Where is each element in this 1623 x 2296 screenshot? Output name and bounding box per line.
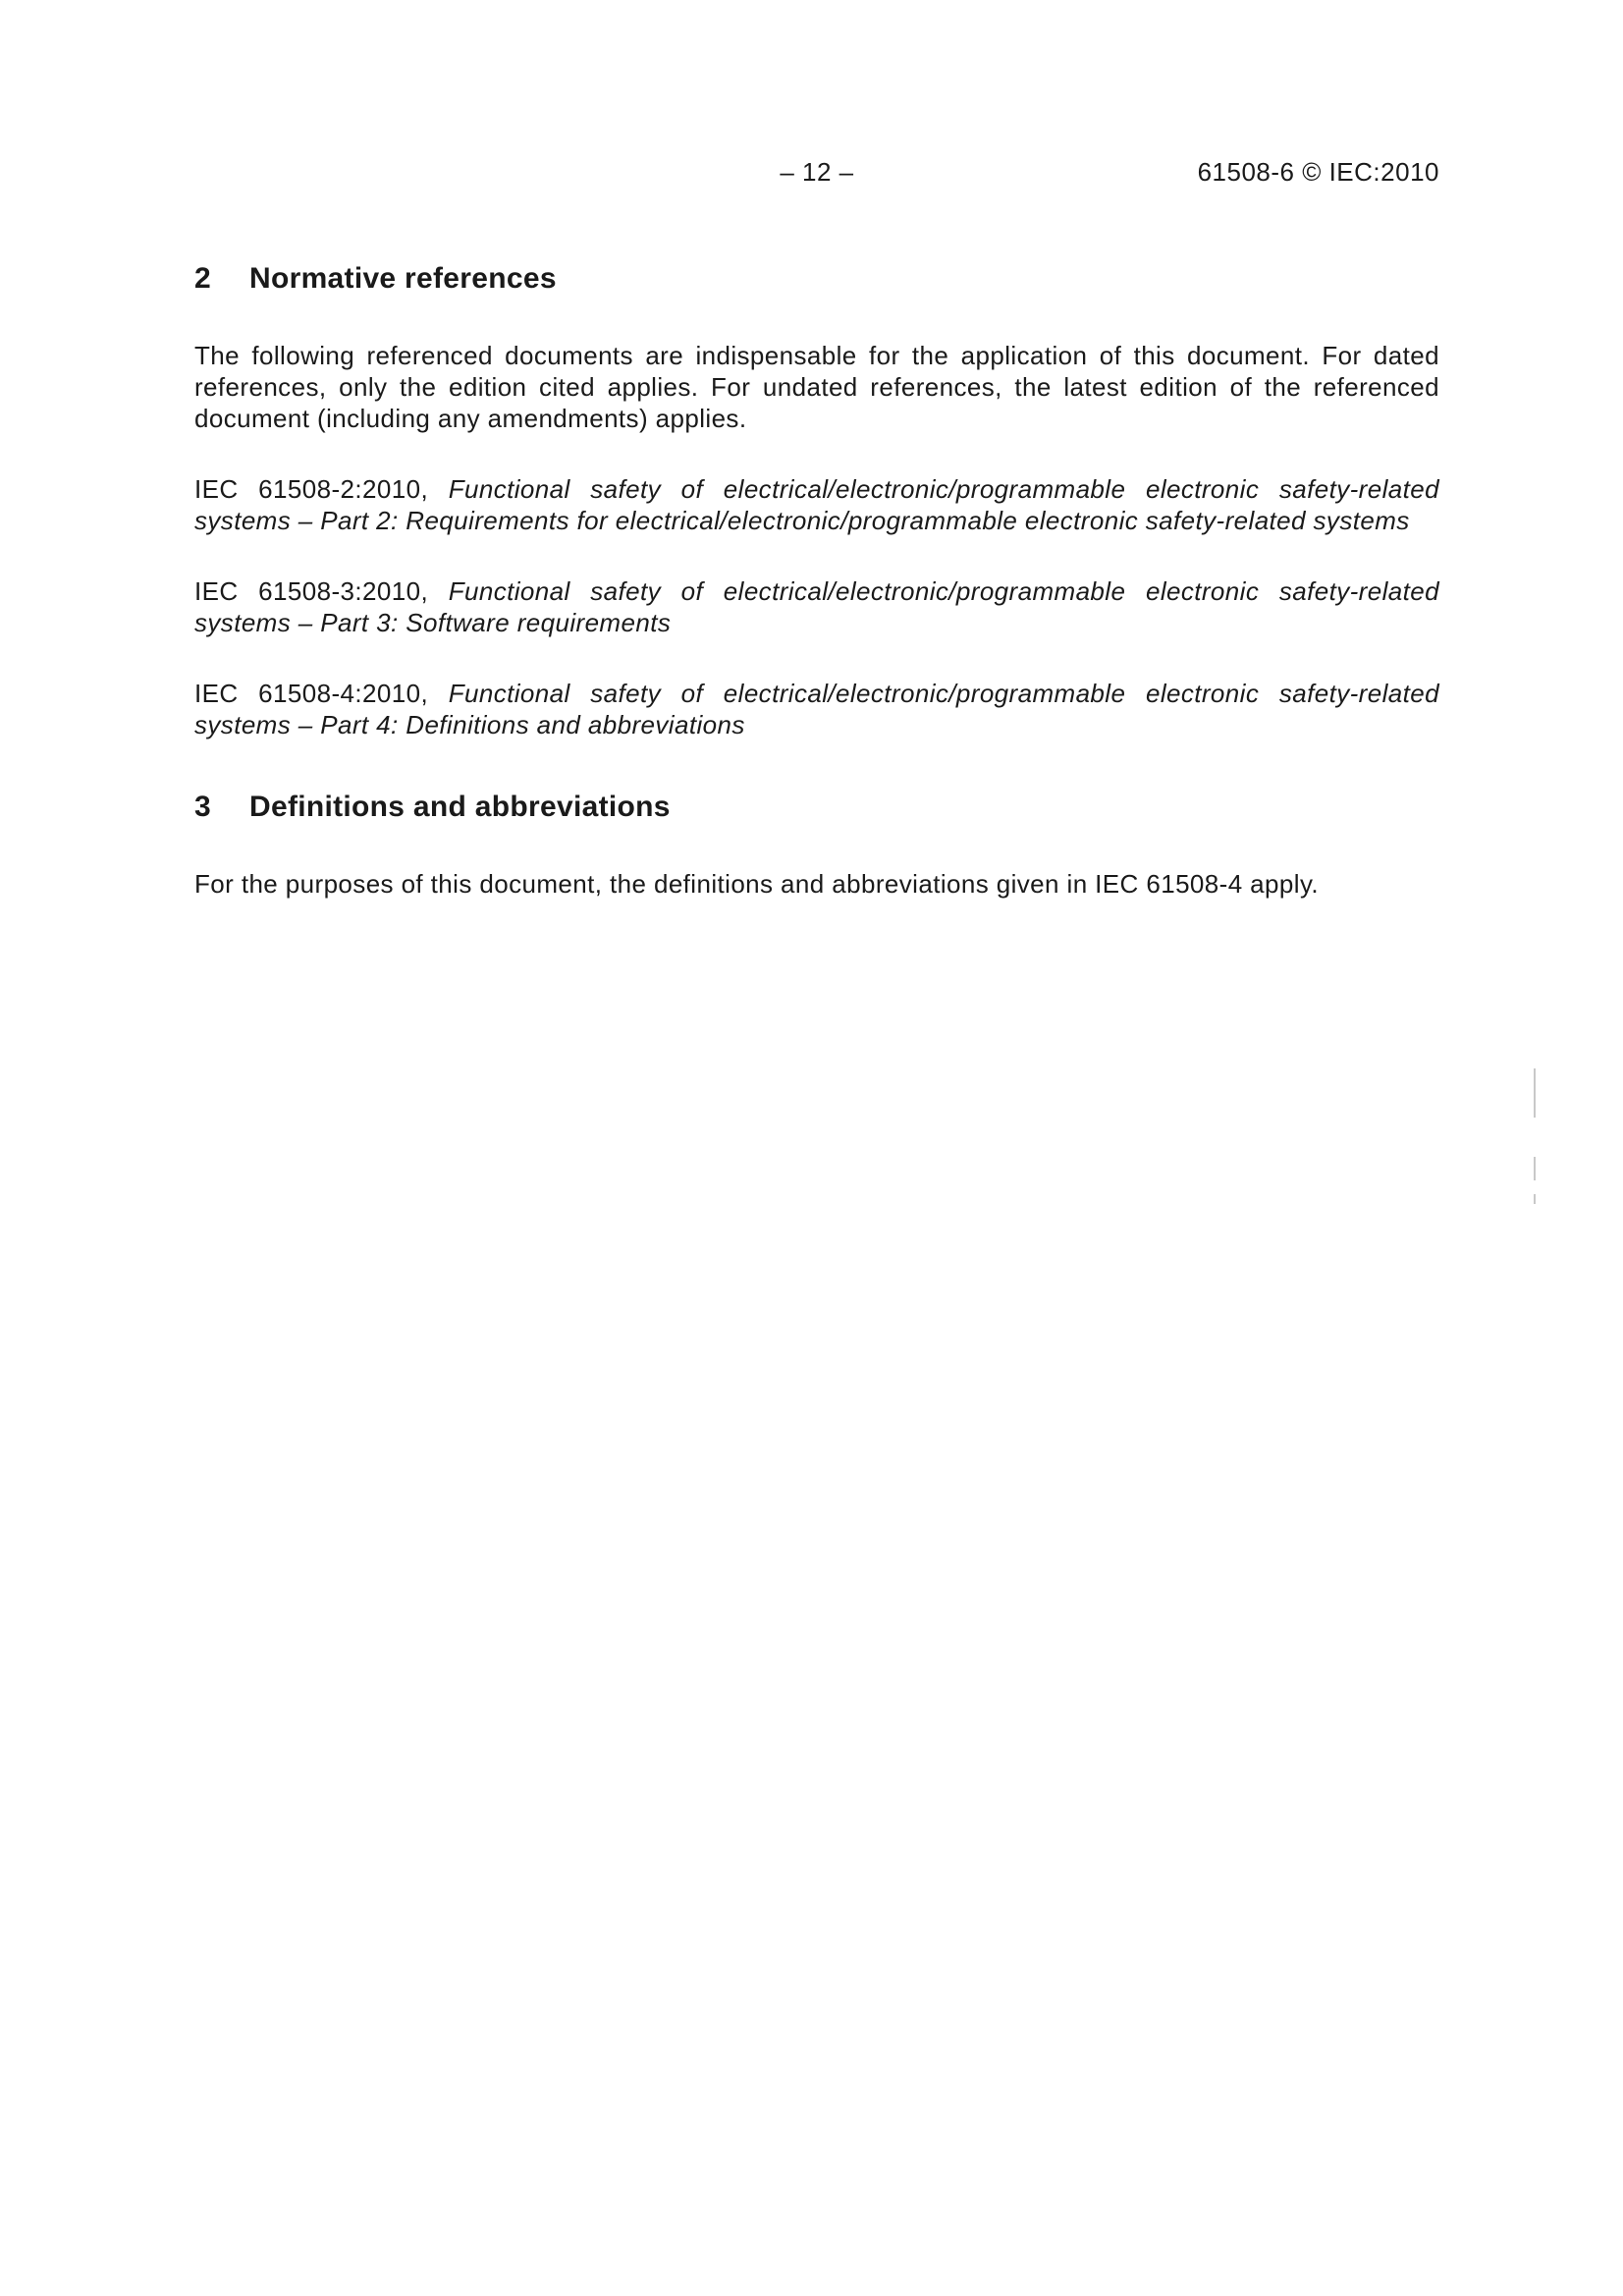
reference-title: Functional safety of electrical/electronic/programmable electronic safety-related systems – Part 4: Definitions and abbreviations — [194, 679, 1439, 739]
section-title: Normative references — [249, 262, 557, 295]
definitions-body: For the purposes of this document, the definitions and abbreviations given in IEC 61508-4 apply. — [194, 869, 1320, 899]
reference-entry — [194, 575, 1439, 638]
reference-code: IEC 61508-3:2010, — [194, 576, 449, 606]
normative-references-intro: The following referenced documents are indispensable for the application of this document. For dated references, only the edition cited applies. For undated references, the latest edition of the referenced document (including any amendments) applies. — [194, 341, 1439, 433]
reference-entry — [194, 473, 1439, 536]
page-content — [194, 257, 1439, 900]
reference-title: Functional safety of electrical/electronic/programmable electronic safety-related systems – Part 3: Software requirements — [194, 576, 1439, 637]
section-title: Definitions and abbreviations — [249, 791, 671, 823]
margin-marks — [1533, 1068, 1537, 1216]
section-number: 3 — [194, 791, 211, 823]
section-heading-normative-references — [194, 257, 1439, 301]
document-identifier: 61508-6 © IEC:2010 — [1197, 157, 1439, 187]
section-number: 2 — [194, 262, 211, 295]
reference-title: Functional safety of electrical/electronic/programmable electronic safety-related systems – Part 2: Requirements for electrical/electronic/programmable electronic safety-related systems — [194, 474, 1439, 535]
reference-code: IEC 61508-2:2010, — [194, 474, 449, 504]
page-number: – 12 – — [780, 157, 854, 187]
reference-entry — [194, 678, 1439, 740]
reference-code: IEC 61508-4:2010, — [194, 679, 449, 708]
section-heading-definitions — [194, 786, 1439, 829]
page-header — [194, 157, 1439, 192]
